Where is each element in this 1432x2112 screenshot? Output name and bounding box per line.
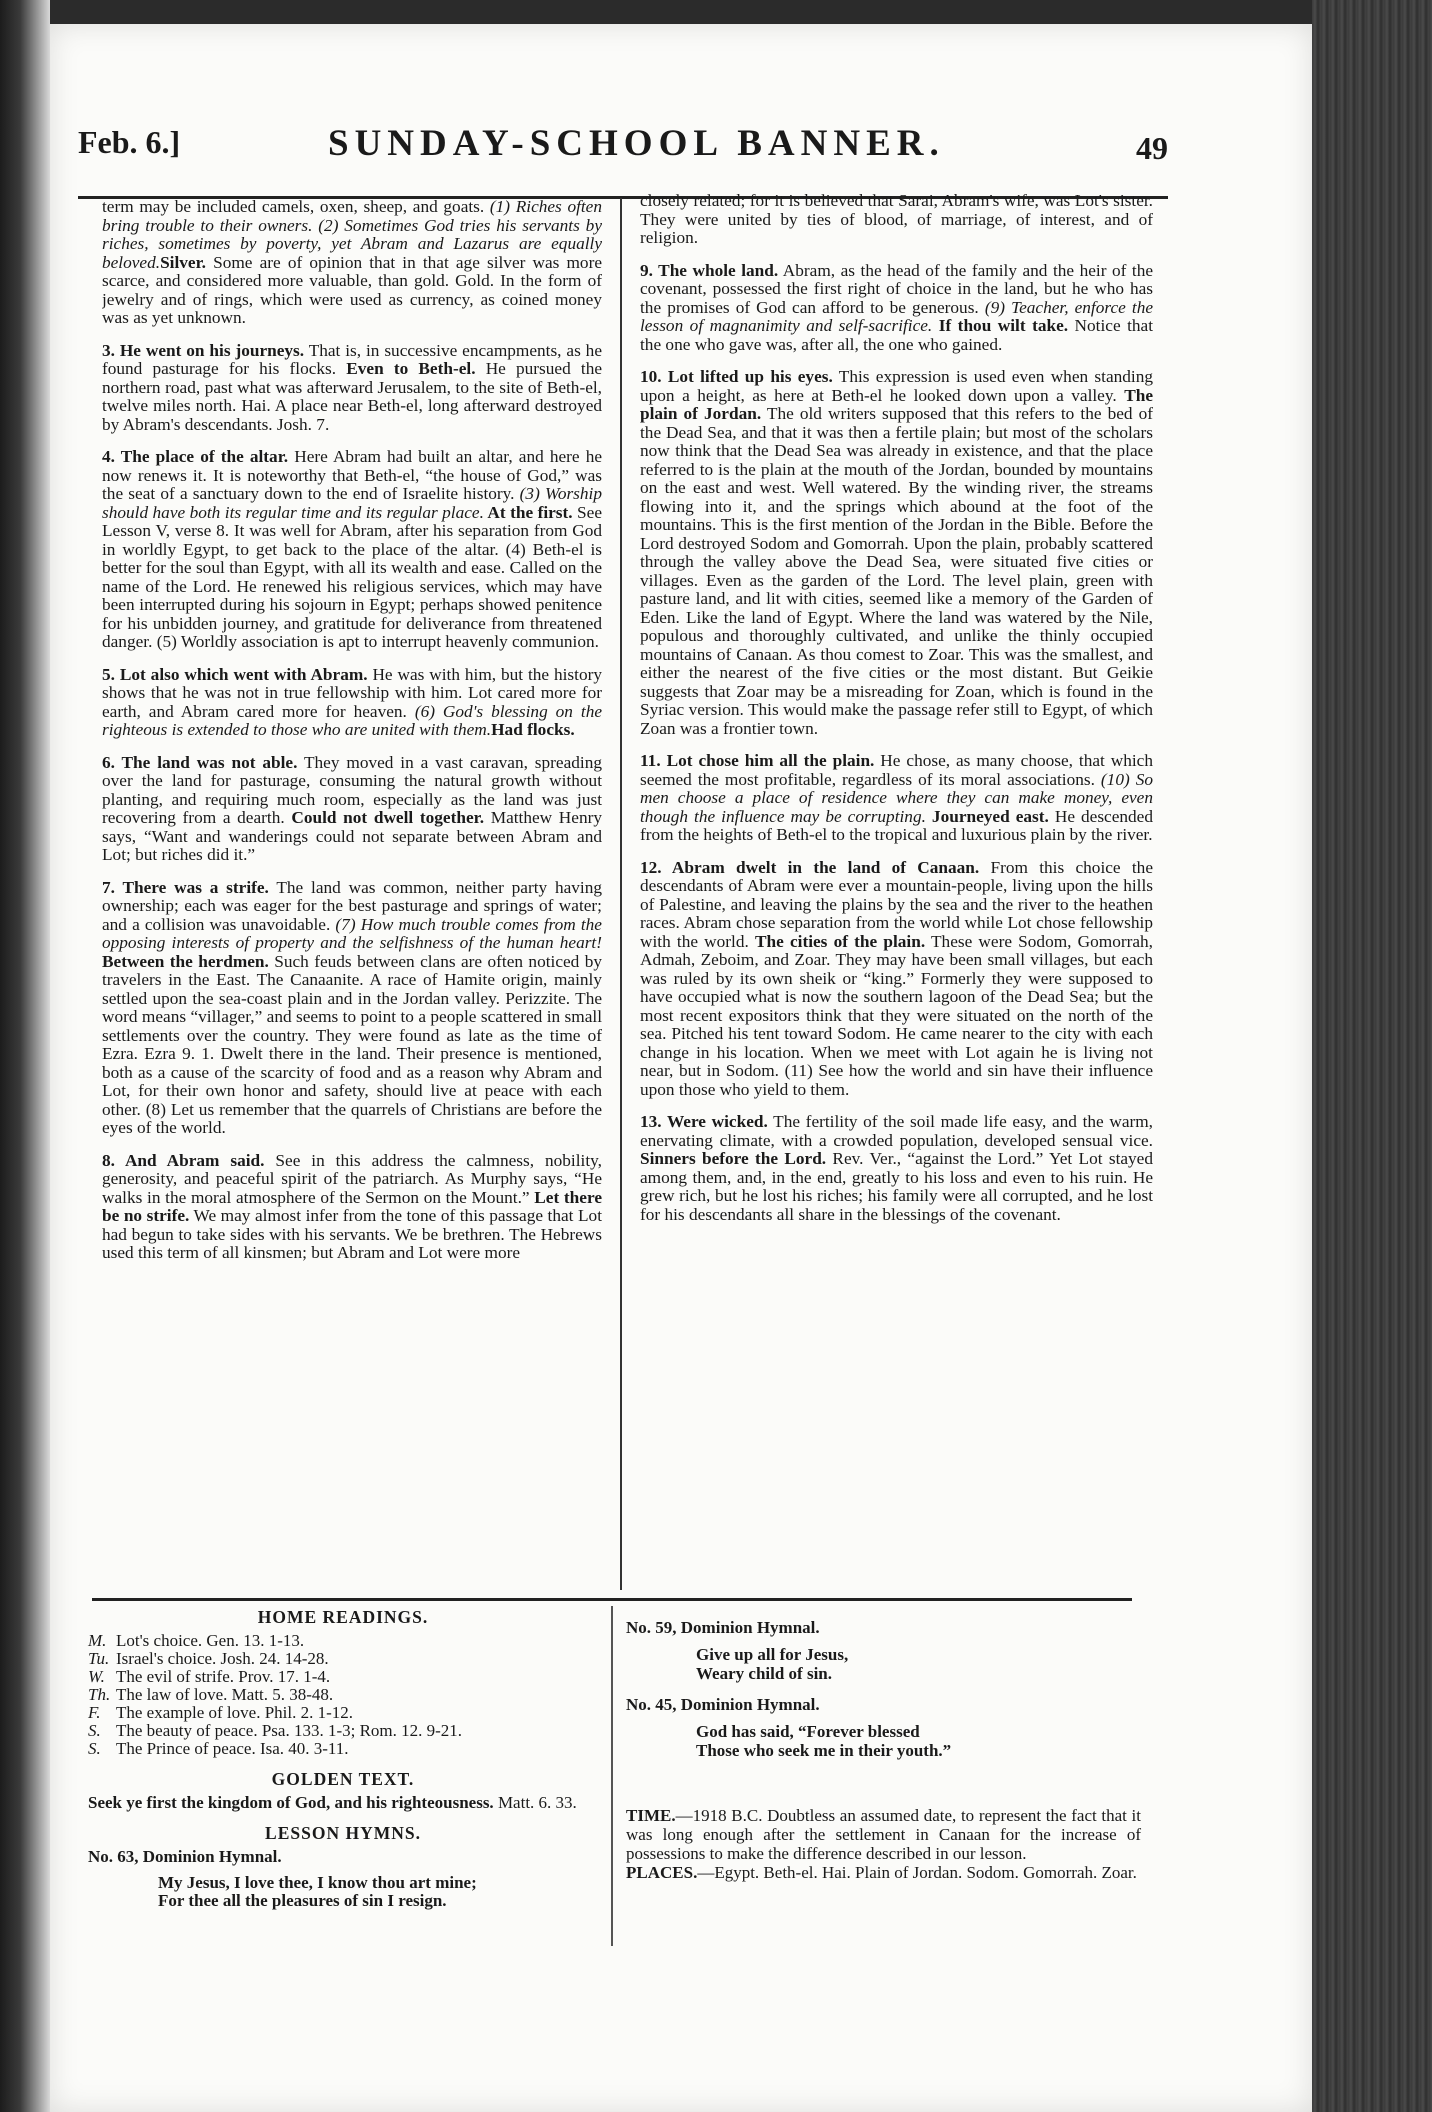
right-column-text: From this choice the descendants of Abram were ever a mountain-people, living upon the hills of Palestine, and leaving the plains by the sea and the river to the heathen races. Abram chose separation from the world while Lot chose fellowship with the world.: [640, 857, 1153, 951]
left-column-note: (7) How much trouble comes from the opposing interests of property and the selfishness of the human heart!: [102, 914, 602, 952]
left-column-note: (3) Worship should have both its regular time and its regular place.: [102, 484, 602, 522]
time-label: TIME.: [626, 1806, 676, 1825]
page-left-edge: [0, 0, 50, 2112]
right-column-text: These were Sodom, Gomorrah, Admah, Zeboim, and Zoar. They may have been small villages, but each was ruled by its own sheik or “king.” Formerly they were supposed to have occupied what is now the southern lagoon of the Dead Sea; but the most recent expositors think that they were situated on the north of the sea. Pitched his tent toward Sodom. He came nearer to the city with each change in his location. When we meet with Lot again he is living not near, but in Sodom. (11) See how the world and sin have their influence upon those who yield to them.: [640, 931, 1153, 1099]
right-column-note: (10) So men choose a place of residence where they can make money, even though the influence may be corrupting.: [640, 769, 1153, 826]
reading-text: The example of love. Phil. 2. 1-12.: [116, 1703, 354, 1722]
hymn3-line2: Those who seek me in their youth.”: [696, 1741, 952, 1760]
left-column-paragraph: [102, 1152, 602, 1263]
reading-day: Th.: [88, 1685, 111, 1704]
right-column-note: (9) Teacher, enforce the lesson of magnanimity and self-sacrifice.: [640, 297, 1153, 335]
home-readings-list: [88, 1632, 598, 1758]
right-column-lead: 12. Abram dwelt in the land of Canaan.: [640, 857, 980, 877]
left-column-paragraph: [102, 666, 602, 740]
left-column-term: Let there be no strife.: [102, 1187, 602, 1225]
reading-text: Israel's choice. Josh. 24. 14-28.: [116, 1649, 329, 1668]
reading-text: The Prince of peace. Isa. 40. 3-11.: [116, 1739, 349, 1758]
left-column-paragraph: [102, 448, 602, 652]
reading-item: [88, 1650, 598, 1668]
left-column-lead: 4. The place of the altar.: [102, 447, 289, 466]
right-column: [640, 192, 1153, 1592]
reading-item: [88, 1686, 598, 1704]
places-text: —Egypt. Beth-el. Hai. Plain of Jordan. Sodom. Gomorrah. Zoar.: [697, 1863, 1137, 1882]
reading-text: The law of love. Matt. 5. 38-48.: [116, 1685, 334, 1704]
golden-text-body: Seek ye first the kingdom of God, and his righteousness.: [88, 1793, 494, 1812]
hymn2-line1: Give up all for Jesus,: [696, 1645, 849, 1664]
right-column-text: Rev. Ver., “against the Lord.” Yet Lot stayed among them, and, in the end, greatly to his loss and even to his ruin. He grew rich, but he lost his riches; his family were all corrupted, and he lost for his descendants all share in the blessings of the covenant.: [640, 1149, 1153, 1224]
reading-item: [88, 1740, 598, 1758]
right-column-lead: 13. Were wicked.: [640, 1112, 768, 1131]
left-column-text: We may almost infer from the tone of this passage that Lot had begun to take sides with his servants. We be brethren. The Hebrews used this term of all kinsmen; but Abram and Lot were more: [102, 1206, 602, 1262]
right-column-text: This expression is used even when standing upon a height, as here at Beth-el he looked down upon a valley.: [640, 367, 1153, 405]
left-column-text: They moved in a vast caravan, spreading over the land for pasturage, consuming the natural growth without planting, and requiring much room, especially as the land was just recovering from a dearth.: [102, 752, 602, 827]
right-column-text: He chose, as many choose, that which seemed the most profitable, regardless of its moral associations.: [640, 751, 1153, 789]
left-column-text: Such feuds between clans are often noticed by travelers in the East. The Canaanite. A race of Hamite origin, mainly settled upon the sea-coast plain and in the Jordan valley. Perizzite. The word means “villager,” and seems to point to a people scattered in small settlements over the country. They were found as late as the time of Ezra. Ezra 9. 1. Dwelt there in the land. Their presence is mentioned, both as a cause of the scarcity of food and as a reason why Abram and Lot, for their own honor and safety, should live at peace with each other. (8) Let us remember that the quarrels of Christians are before the eyes of the world.: [102, 951, 602, 1137]
right-column-text: Abram, as the head of the family and the heir of the covenant, possessed the first right of choice in the land, but he who has the promises of God can afford to be generous.: [640, 260, 1153, 317]
right-column-paragraph: [640, 192, 1153, 248]
left-column-paragraph: [102, 879, 602, 1138]
reading-text: The evil of strife. Prov. 17. 1-4.: [116, 1667, 331, 1686]
header-title: SUNDAY-SCHOOL BANNER.: [328, 123, 945, 164]
golden-text-ref: Matt. 6. 33.: [497, 1793, 577, 1812]
bottom-left-block: [88, 1608, 598, 1910]
reading-day: W.: [88, 1667, 105, 1686]
left-column-term: At the first.: [483, 502, 573, 522]
left-column-paragraph: [102, 342, 602, 435]
reading-day: F.: [88, 1703, 101, 1722]
hymn2-line2: Weary child of sin.: [696, 1664, 833, 1683]
reading-day: S.: [88, 1721, 101, 1740]
right-column-term: Journeyed east.: [925, 806, 1049, 826]
right-column-text: The old writers supposed that this refers to the bed of the Dead Sea, and that it was then a fertile plain; but most of the scholars now think that the Dead Sea was already in existence, and that the place referred to is the plain at the mouth of the Jordan, bounded by mountains on the east and west. Well watered. By the winding river, the streams flowing into it, and the springs which abound at the foot of the mountains. This is the first mention of the Jordan in the Bible. Before the Lord destroyed Sodom and Gomorrah. Upon the plain, probably scattered through the valley above the Dead Sea, were situated five cities or villages. Even as the garden of the Lord. The level plain, green with pasture land, and lit with cities, seemed like a memory of the Garden of Eden. Like the land of Egypt. Where the land was watered by the Nile, populous and thoroughly cultivated, and unlike the thinly occupied mountains of Canaan. As thou comest to Zoar. This was the smallest, and either the nearest of the five cities or the most distant. But Geikie suggests that Zoar may be a misreading for Zoan, which is found in the Syriac version. This would make the passage refer still to Egypt, of which Zoan was a frontier town.: [640, 404, 1153, 738]
lesson-hymns-heading: LESSON HYMNS.: [265, 1823, 421, 1843]
reading-day: S.: [88, 1739, 101, 1758]
right-column-paragraph: [640, 368, 1153, 738]
reading-day: M.: [88, 1631, 107, 1650]
right-column-lead: 9. The whole land.: [640, 260, 779, 280]
page-number: 49: [1136, 130, 1168, 166]
time-paragraph: [626, 1806, 1141, 1863]
left-column-text: See in this address the calmness, nobility, generosity, and peaceful spirit of the patriarch. As Murphy says, “He walks in the moral atmosphere of the Sermon on the Mount.”: [102, 1150, 602, 1207]
hymn2-label: No. 59, Dominion Hymnal.: [626, 1618, 820, 1637]
golden-text: [88, 1794, 598, 1812]
hymn1-verse: [158, 1874, 598, 1910]
left-column-lead: 8. And Abram said.: [102, 1150, 265, 1170]
left-column-text: Matthew Henry says, “Want and wanderings could not separate between Abram and Lot; but riches did it.”: [102, 808, 602, 864]
right-column-paragraph: [640, 859, 1153, 1100]
left-column-text: See Lesson V, verse 8. It was well for Abram, after his separation from God in worldly Egypt, to get back to the place of the altar. (4) Beth-el is better for the soul than Egypt, with all its wealth and ease. Called on the name of the Lord. He renewed his religious services, which may have been interrupted during his sojourn in Egypt; perhaps showed penitence for his unbidden journey, and gratitude for deliverance from threatened danger. (5) Worldly association is apt to interrupt heavenly communion.: [102, 502, 602, 651]
right-column-text: He descended from the heights of Beth-el to the tropical and luxurious plain by the river.: [640, 806, 1153, 844]
hymn3-verse: [696, 1722, 1141, 1760]
page-header: [78, 96, 1168, 186]
left-column-lead: 6. The land was not able.: [102, 752, 298, 772]
left-column-lead: 7. There was a strife.: [102, 877, 269, 897]
reading-day: Tu.: [88, 1649, 110, 1668]
right-column-text: Notice that the one who gave was, after all, the one who gained.: [640, 316, 1153, 354]
left-column-lead: 5. Lot also which went with Abram.: [102, 664, 368, 684]
left-column-term: Even to Beth-el.: [346, 359, 476, 378]
right-column-text: closely related; for it is believed that Sarai, Abram's wife, was Lot's sister. They were united by ties of blood, of marriage, of interest, and of religion.: [640, 192, 1153, 247]
places-label: PLACES.: [626, 1863, 698, 1882]
reading-text: The beauty of peace. Psa. 133. 1-3; Rom. 12. 9-21.: [116, 1721, 463, 1740]
reading-item: [88, 1722, 598, 1740]
right-column-paragraph: [640, 1113, 1153, 1224]
left-column-term: Had flocks.: [491, 720, 575, 739]
hymn3-line1: God has said, “Forever blessed: [696, 1722, 920, 1741]
reading-item: [88, 1668, 598, 1686]
right-column-lead: 10. Lot lifted up his eyes.: [640, 367, 833, 386]
time-text: —1918 B.C. Doubtless an assumed date, to represent the fact that it was long enough after the settlement in Canaan for the increase of possessions to make the difference described in our lesson.: [626, 1806, 1141, 1863]
left-column-text: He was with him, but the history shows that he was not in true fellowship with him. Lot cared more for earth, and Abram cared more for heaven.: [102, 664, 602, 721]
reading-item: [88, 1704, 598, 1722]
left-column-text: That is, in successive encampments, as he found pasturage for his flocks.: [102, 340, 602, 378]
left-column-paragraph: [102, 198, 602, 328]
bottom-column-divider: [611, 1606, 613, 1946]
left-column-note: (6) God's blessing on the righteous is extended to those who are united with them.: [102, 701, 602, 739]
right-column-term: If thou wilt take.: [932, 316, 1069, 335]
reading-item: [88, 1632, 598, 1650]
right-column-paragraph: [640, 752, 1153, 845]
hymn2-verse: [696, 1645, 1141, 1683]
left-column-term: Could not dwell together.: [291, 808, 485, 827]
left-column-text: Here Abram had built an altar, and here he now renews it. It is noteworthy that Beth-el, “the house of God,” was the seat of a sanctuary down to the end of Israelite history.: [102, 447, 602, 503]
hymn1-line2: For thee all the pleasures of sin I resign.: [158, 1891, 447, 1910]
left-column-text: term may be included camels, oxen, sheep, and goats.: [102, 198, 490, 216]
bottom-right-block: [626, 1618, 1141, 1882]
book-binding: [1312, 0, 1432, 2112]
left-column-text: He pursued the northern road, past what was afterward Jerusalem, to the site of Beth-el, twelve miles north. Hai. A place near Beth-el, long afterward destroyed by Abram's descendants. Josh. 7.: [102, 359, 602, 434]
left-column-lead: 3. He went on his journeys.: [102, 340, 305, 360]
left-column-term: Silver.: [160, 252, 206, 272]
column-divider: [620, 198, 622, 1590]
left-column-paragraph: [102, 754, 602, 865]
right-column-term: The cities of the plain.: [755, 931, 926, 951]
right-column-text: The fertility of the soil made life easy, and the warm, enervating climate, with a crowded population, developed sensual vice.: [640, 1112, 1153, 1150]
left-column-text: The land was common, neither party having ownership; each was eager for the best pasturage and springs of water; and a collision was unavoidable.: [102, 877, 602, 934]
right-column-paragraph: [640, 262, 1153, 355]
right-column-term: Sinners before the Lord.: [640, 1149, 827, 1168]
golden-text-heading: GOLDEN TEXT.: [271, 1769, 415, 1789]
left-column-term: Between the herdmen.: [102, 951, 269, 971]
home-readings-heading: HOME READINGS.: [257, 1607, 429, 1627]
hymn3-label: No. 45, Dominion Hymnal.: [626, 1695, 820, 1714]
left-column: [102, 198, 602, 1584]
section-rule: [92, 1598, 1132, 1601]
left-column-text: Some are of opinion that in that age silver was more scarce, and considered more valuable, than gold. Gold. In the form of jewelry and of rings, which were used as currency, as coined money was as yet unknown.: [102, 252, 602, 327]
right-column-lead: 11. Lot chose him all the plain.: [640, 751, 875, 770]
header-date: Feb. 6.]: [78, 124, 181, 160]
reading-text: Lot's choice. Gen. 13. 1-13.: [116, 1631, 305, 1650]
places-paragraph: [626, 1863, 1141, 1882]
hymn1-line1: My Jesus, I love thee, I know thou art mine;: [158, 1873, 477, 1892]
left-column-note: (1) Riches often bring trouble to their owners. (2) Sometimes God tries his servants by riches, sometimes by poverty, yet Abram and Lazarus are equally beloved.: [102, 198, 602, 272]
right-column-term: The plain of Jordan.: [640, 385, 1153, 423]
hymn1-label: No. 63, Dominion Hymnal.: [88, 1847, 282, 1866]
